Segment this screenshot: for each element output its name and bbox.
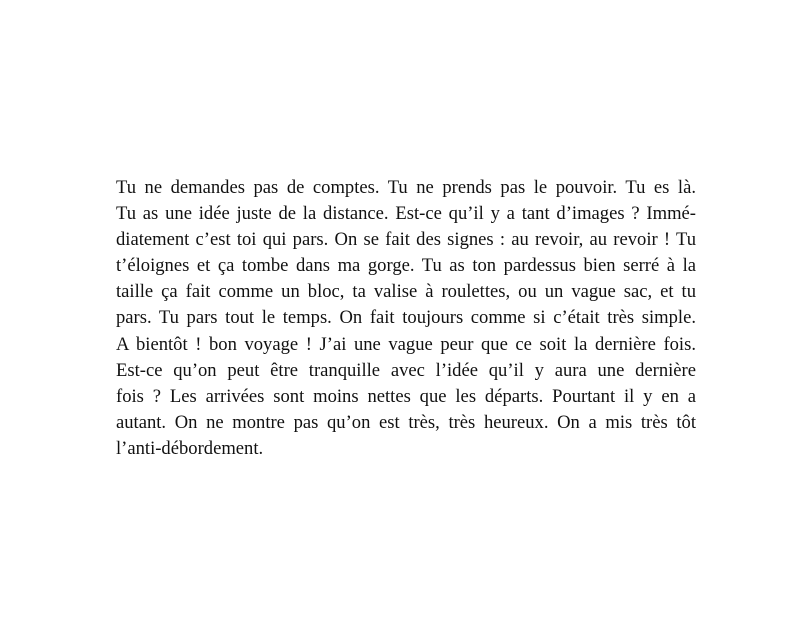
paragraph-line: diatement c’est toi qui pars. On se fait des signes : au revoir, au revoir ! Tu xyxy=(116,229,696,251)
paragraph-line: taille ça fait comme un bloc, ta valise à roulettes, ou un vague sac, et tu xyxy=(116,281,696,303)
paragraph-line: pars. Tu pars tout le temps. On fait toujours comme si c’était très simple. xyxy=(116,307,696,329)
paragraph-line: fois ? Les arrivées sont moins nettes que les départs. Pourtant il y en a xyxy=(116,385,696,407)
paragraph-line: Tu ne demandes pas de comptes. Tu ne prends pas le pouvoir. Tu es là. xyxy=(116,177,696,198)
paragraph-line-last: l’anti-débordement. xyxy=(116,437,264,459)
paragraph-line: Tu as une idée juste de la distance. Est-ce qu’il y a tant d’images ? Immé- xyxy=(116,203,696,225)
paragraph-line: Est-ce qu’on peut être tranquille avec l’idée qu’il y aura une dernière xyxy=(116,359,696,381)
paragraph-line: autant. On ne montre pas qu’on est très, très heureux. On a mis très tôt xyxy=(116,411,696,433)
paragraph xyxy=(116,175,696,462)
paragraph-line: A bientôt ! bon voyage ! J’ai une vague peur que ce soit la dernière fois. xyxy=(116,333,696,355)
paragraph-line: t’éloignes et ça tombe dans ma gorge. Tu as ton pardessus bien serré à la xyxy=(116,255,696,277)
